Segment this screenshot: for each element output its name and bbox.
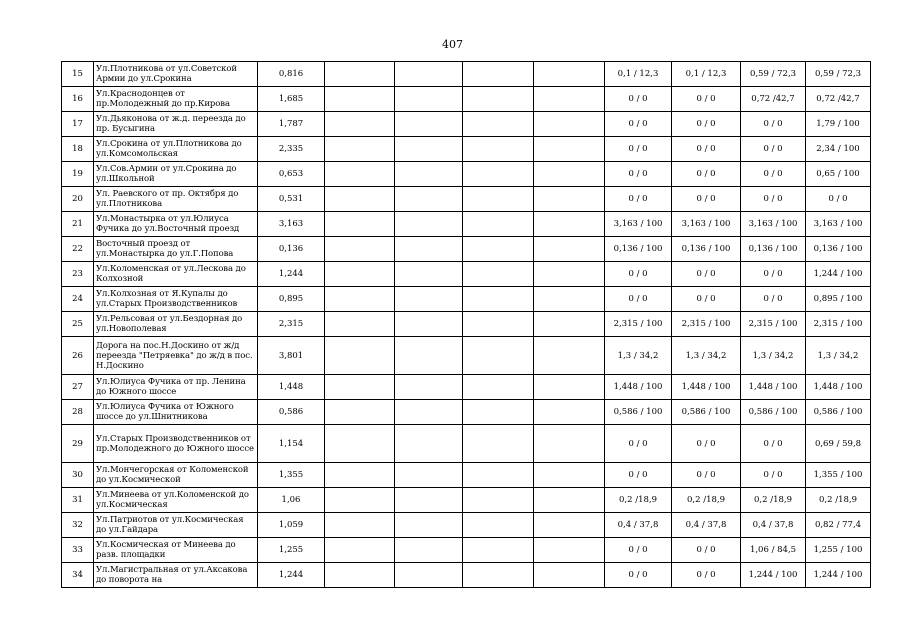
table-row bbox=[62, 463, 871, 488]
road-length-cell: 3,801 bbox=[258, 337, 325, 375]
table-row bbox=[62, 488, 871, 513]
value-cell-3: 0,2 /18,9 bbox=[741, 488, 806, 513]
empty-cell bbox=[395, 87, 463, 112]
row-number-cell: 17 bbox=[62, 112, 94, 137]
value-cell-3: 0 / 0 bbox=[741, 425, 806, 463]
value-cell-3: 0,59 / 72,3 bbox=[741, 62, 806, 87]
empty-cell bbox=[534, 112, 605, 137]
empty-cell bbox=[395, 237, 463, 262]
value-cell-1: 1,448 / 100 bbox=[605, 375, 672, 400]
empty-cell bbox=[463, 237, 534, 262]
road-length-cell: 1,787 bbox=[258, 112, 325, 137]
value-cell-1: 0,2 /18,9 bbox=[605, 488, 672, 513]
value-cell-2: 0,136 / 100 bbox=[672, 237, 741, 262]
empty-cell bbox=[463, 62, 534, 87]
empty-cell bbox=[325, 463, 395, 488]
road-name-cell: Ул.Юлиуса Фучика от пр. Ленина до Южного шоссе bbox=[94, 375, 258, 400]
empty-cell bbox=[534, 375, 605, 400]
road-name-cell: Ул.Сов.Армии от ул.Срокина до ул.Школьной bbox=[94, 162, 258, 187]
value-cell-2: 0 / 0 bbox=[672, 287, 741, 312]
value-cell-3: 1,3 / 34,2 bbox=[741, 337, 806, 375]
empty-cell bbox=[534, 425, 605, 463]
value-cell-3: 0 / 0 bbox=[741, 162, 806, 187]
value-cell-4: 1,448 / 100 bbox=[806, 375, 871, 400]
empty-cell bbox=[395, 513, 463, 538]
empty-cell bbox=[534, 62, 605, 87]
road-length-cell: 1,355 bbox=[258, 463, 325, 488]
empty-cell bbox=[325, 237, 395, 262]
table-row bbox=[62, 212, 871, 237]
value-cell-3: 0 / 0 bbox=[741, 112, 806, 137]
value-cell-3: 3,163 / 100 bbox=[741, 212, 806, 237]
value-cell-3: 1,448 / 100 bbox=[741, 375, 806, 400]
table-row bbox=[62, 513, 871, 538]
value-cell-1: 0 / 0 bbox=[605, 538, 672, 563]
row-number-cell: 25 bbox=[62, 312, 94, 337]
road-length-cell: 1,255 bbox=[258, 538, 325, 563]
empty-cell bbox=[325, 187, 395, 212]
table-row bbox=[62, 287, 871, 312]
empty-cell bbox=[463, 538, 534, 563]
road-name-cell: Ул.Дьяконова от ж.д. переезда до пр. Бусыгина bbox=[94, 112, 258, 137]
row-number-cell: 32 bbox=[62, 513, 94, 538]
empty-cell bbox=[463, 137, 534, 162]
empty-cell bbox=[325, 287, 395, 312]
value-cell-1: 2,315 / 100 bbox=[605, 312, 672, 337]
empty-cell bbox=[325, 488, 395, 513]
row-number-cell: 33 bbox=[62, 538, 94, 563]
value-cell-2: 0,1 / 12,3 bbox=[672, 62, 741, 87]
road-length-cell: 0,895 bbox=[258, 287, 325, 312]
empty-cell bbox=[325, 212, 395, 237]
empty-cell bbox=[325, 312, 395, 337]
row-number-cell: 27 bbox=[62, 375, 94, 400]
value-cell-2: 0 / 0 bbox=[672, 425, 741, 463]
value-cell-2: 0 / 0 bbox=[672, 262, 741, 287]
road-length-cell: 1,059 bbox=[258, 513, 325, 538]
value-cell-4: 2,315 / 100 bbox=[806, 312, 871, 337]
value-cell-4: 0,586 / 100 bbox=[806, 400, 871, 425]
value-cell-4: 0,82 / 77,4 bbox=[806, 513, 871, 538]
empty-cell bbox=[534, 137, 605, 162]
value-cell-1: 0 / 0 bbox=[605, 463, 672, 488]
empty-cell bbox=[534, 187, 605, 212]
value-cell-4: 3,163 / 100 bbox=[806, 212, 871, 237]
road-length-cell: 1,244 bbox=[258, 563, 325, 588]
empty-cell bbox=[463, 563, 534, 588]
empty-cell bbox=[325, 337, 395, 375]
empty-cell bbox=[395, 312, 463, 337]
value-cell-2: 0,586 / 100 bbox=[672, 400, 741, 425]
table-row bbox=[62, 312, 871, 337]
value-cell-3: 1,06 / 84,5 bbox=[741, 538, 806, 563]
empty-cell bbox=[463, 337, 534, 375]
road-length-cell: 1,06 bbox=[258, 488, 325, 513]
road-length-cell: 2,315 bbox=[258, 312, 325, 337]
value-cell-1: 0 / 0 bbox=[605, 262, 672, 287]
row-number-cell: 15 bbox=[62, 62, 94, 87]
row-number-cell: 26 bbox=[62, 337, 94, 375]
road-name-cell: Ул.Монастырка от ул.Юлиуса Фучика до ул.Восточный проезд bbox=[94, 212, 258, 237]
row-number-cell: 24 bbox=[62, 287, 94, 312]
empty-cell bbox=[325, 62, 395, 87]
empty-cell bbox=[534, 287, 605, 312]
empty-cell bbox=[325, 375, 395, 400]
row-number-cell: 16 bbox=[62, 87, 94, 112]
value-cell-1: 0 / 0 bbox=[605, 112, 672, 137]
empty-cell bbox=[534, 262, 605, 287]
empty-cell bbox=[395, 187, 463, 212]
empty-cell bbox=[463, 375, 534, 400]
empty-cell bbox=[534, 162, 605, 187]
empty-cell bbox=[325, 137, 395, 162]
roads-table bbox=[61, 61, 871, 588]
empty-cell bbox=[463, 400, 534, 425]
table-row bbox=[62, 425, 871, 463]
row-number-cell: 34 bbox=[62, 563, 94, 588]
value-cell-2: 0 / 0 bbox=[672, 112, 741, 137]
value-cell-1: 0 / 0 bbox=[605, 563, 672, 588]
road-name-cell: Ул.Старых Производственников от пр.Молодежного до Южного шоссе bbox=[94, 425, 258, 463]
empty-cell bbox=[463, 463, 534, 488]
road-length-cell: 2,335 bbox=[258, 137, 325, 162]
value-cell-1: 0,136 / 100 bbox=[605, 237, 672, 262]
empty-cell bbox=[395, 162, 463, 187]
empty-cell bbox=[534, 87, 605, 112]
empty-cell bbox=[395, 488, 463, 513]
road-name-cell: Ул.Колхозная от Я.Купалы до ул.Старых Производственников bbox=[94, 287, 258, 312]
value-cell-4: 1,79 / 100 bbox=[806, 112, 871, 137]
road-name-cell: Дорога на пос.Н.Доскино от ж/д переезда "Петряевка" до ж/д в пос. Н.Доскино bbox=[94, 337, 258, 375]
road-name-cell: Восточный проезд от ул.Монастырка до ул.Г.Попова bbox=[94, 237, 258, 262]
empty-cell bbox=[534, 463, 605, 488]
table-row bbox=[62, 137, 871, 162]
road-length-cell: 0,531 bbox=[258, 187, 325, 212]
road-length-cell: 0,653 bbox=[258, 162, 325, 187]
road-name-cell: Ул.Плотникова от ул.Советской Армии до ул.Срокина bbox=[94, 62, 258, 87]
road-length-cell: 0,816 bbox=[258, 62, 325, 87]
value-cell-4: 0,2 /18,9 bbox=[806, 488, 871, 513]
table-row bbox=[62, 112, 871, 137]
row-number-cell: 19 bbox=[62, 162, 94, 187]
value-cell-1: 0 / 0 bbox=[605, 137, 672, 162]
table-row bbox=[62, 87, 871, 112]
value-cell-4: 0,65 / 100 bbox=[806, 162, 871, 187]
empty-cell bbox=[534, 237, 605, 262]
empty-cell bbox=[325, 425, 395, 463]
road-length-cell: 1,448 bbox=[258, 375, 325, 400]
value-cell-3: 0 / 0 bbox=[741, 287, 806, 312]
empty-cell bbox=[463, 287, 534, 312]
value-cell-4: 1,3 / 34,2 bbox=[806, 337, 871, 375]
row-number-cell: 22 bbox=[62, 237, 94, 262]
value-cell-2: 1,3 / 34,2 bbox=[672, 337, 741, 375]
road-length-cell: 3,163 bbox=[258, 212, 325, 237]
empty-cell bbox=[463, 513, 534, 538]
value-cell-3: 0 / 0 bbox=[741, 187, 806, 212]
empty-cell bbox=[395, 112, 463, 137]
value-cell-2: 0 / 0 bbox=[672, 563, 741, 588]
value-cell-2: 0 / 0 bbox=[672, 137, 741, 162]
row-number-cell: 21 bbox=[62, 212, 94, 237]
table-row bbox=[62, 62, 871, 87]
empty-cell bbox=[395, 262, 463, 287]
empty-cell bbox=[395, 563, 463, 588]
value-cell-3: 0,72 /42,7 bbox=[741, 87, 806, 112]
road-name-cell: Ул.Космическая от Минеева до разв. площадки bbox=[94, 538, 258, 563]
value-cell-3: 0 / 0 bbox=[741, 463, 806, 488]
value-cell-1: 0 / 0 bbox=[605, 162, 672, 187]
empty-cell bbox=[534, 212, 605, 237]
road-name-cell: Ул.Магистральная от ул.Аксакова до поворота на bbox=[94, 563, 258, 588]
road-name-cell: Ул.Минеева от ул.Коломенской до ул.Космическая bbox=[94, 488, 258, 513]
road-name-cell: Ул. Раевского от пр. Октября до ул.Плотникова bbox=[94, 187, 258, 212]
row-number-cell: 18 bbox=[62, 137, 94, 162]
value-cell-2: 0,2 /18,9 bbox=[672, 488, 741, 513]
table-row bbox=[62, 237, 871, 262]
road-length-cell: 1,685 bbox=[258, 87, 325, 112]
empty-cell bbox=[325, 87, 395, 112]
value-cell-3: 2,315 / 100 bbox=[741, 312, 806, 337]
value-cell-1: 0,1 / 12,3 bbox=[605, 62, 672, 87]
value-cell-4: 0,136 / 100 bbox=[806, 237, 871, 262]
table-row bbox=[62, 337, 871, 375]
empty-cell bbox=[534, 538, 605, 563]
road-length-cell: 1,244 bbox=[258, 262, 325, 287]
empty-cell bbox=[463, 112, 534, 137]
value-cell-2: 0 / 0 bbox=[672, 187, 741, 212]
empty-cell bbox=[395, 212, 463, 237]
road-length-cell: 0,136 bbox=[258, 237, 325, 262]
road-length-cell: 0,586 bbox=[258, 400, 325, 425]
value-cell-2: 3,163 / 100 bbox=[672, 212, 741, 237]
value-cell-4: 2,34 / 100 bbox=[806, 137, 871, 162]
table-row bbox=[62, 538, 871, 563]
row-number-cell: 20 bbox=[62, 187, 94, 212]
empty-cell bbox=[463, 262, 534, 287]
value-cell-4: 0,59 / 72,3 bbox=[806, 62, 871, 87]
value-cell-1: 0 / 0 bbox=[605, 187, 672, 212]
empty-cell bbox=[463, 162, 534, 187]
road-name-cell: Ул.Рельсовая от ул.Бездорная до ул.Новополевая bbox=[94, 312, 258, 337]
table-row bbox=[62, 187, 871, 212]
value-cell-2: 0 / 0 bbox=[672, 538, 741, 563]
value-cell-4: 0,72 /42,7 bbox=[806, 87, 871, 112]
table-body bbox=[62, 62, 871, 588]
value-cell-4: 0 / 0 bbox=[806, 187, 871, 212]
empty-cell bbox=[395, 375, 463, 400]
empty-cell bbox=[463, 87, 534, 112]
empty-cell bbox=[534, 488, 605, 513]
empty-cell bbox=[463, 312, 534, 337]
road-name-cell: Ул.Юлиуса Фучика от Южного шоссе до ул.Шнитникова bbox=[94, 400, 258, 425]
road-name-cell: Ул.Мончегорская от Коломенской до ул.Космической bbox=[94, 463, 258, 488]
value-cell-4: 0,69 / 59,8 bbox=[806, 425, 871, 463]
value-cell-2: 2,315 / 100 bbox=[672, 312, 741, 337]
value-cell-1: 0 / 0 bbox=[605, 287, 672, 312]
empty-cell bbox=[463, 187, 534, 212]
table-row bbox=[62, 162, 871, 187]
empty-cell bbox=[534, 513, 605, 538]
empty-cell bbox=[395, 400, 463, 425]
value-cell-4: 1,244 / 100 bbox=[806, 262, 871, 287]
empty-cell bbox=[534, 563, 605, 588]
empty-cell bbox=[325, 513, 395, 538]
road-name-cell: Ул.Коломенская от ул.Лескова до Колхозной bbox=[94, 262, 258, 287]
empty-cell bbox=[395, 538, 463, 563]
empty-cell bbox=[395, 287, 463, 312]
row-number-cell: 28 bbox=[62, 400, 94, 425]
table-row bbox=[62, 375, 871, 400]
value-cell-2: 0,4 / 37,8 bbox=[672, 513, 741, 538]
value-cell-4: 0,895 / 100 bbox=[806, 287, 871, 312]
value-cell-3: 1,244 / 100 bbox=[741, 563, 806, 588]
value-cell-4: 1,255 / 100 bbox=[806, 538, 871, 563]
empty-cell bbox=[325, 162, 395, 187]
row-number-cell: 31 bbox=[62, 488, 94, 513]
road-length-cell: 1,154 bbox=[258, 425, 325, 463]
empty-cell bbox=[325, 538, 395, 563]
empty-cell bbox=[325, 112, 395, 137]
value-cell-3: 0,586 / 100 bbox=[741, 400, 806, 425]
empty-cell bbox=[325, 262, 395, 287]
road-name-cell: Ул.Краснодонцев от пр.Молодежный до пр.Кирова bbox=[94, 87, 258, 112]
row-number-cell: 29 bbox=[62, 425, 94, 463]
value-cell-3: 0,4 / 37,8 bbox=[741, 513, 806, 538]
value-cell-2: 0 / 0 bbox=[672, 87, 741, 112]
row-number-cell: 23 bbox=[62, 262, 94, 287]
empty-cell bbox=[395, 463, 463, 488]
value-cell-2: 1,448 / 100 bbox=[672, 375, 741, 400]
value-cell-3: 0 / 0 bbox=[741, 262, 806, 287]
empty-cell bbox=[325, 563, 395, 588]
value-cell-3: 0,136 / 100 bbox=[741, 237, 806, 262]
value-cell-2: 0 / 0 bbox=[672, 162, 741, 187]
value-cell-1: 0,4 / 37,8 bbox=[605, 513, 672, 538]
empty-cell bbox=[463, 212, 534, 237]
table-row bbox=[62, 400, 871, 425]
empty-cell bbox=[395, 337, 463, 375]
empty-cell bbox=[395, 137, 463, 162]
value-cell-1: 0 / 0 bbox=[605, 87, 672, 112]
empty-cell bbox=[463, 488, 534, 513]
row-number-cell: 30 bbox=[62, 463, 94, 488]
empty-cell bbox=[534, 312, 605, 337]
value-cell-1: 0 / 0 bbox=[605, 425, 672, 463]
page-number: 407 bbox=[442, 38, 463, 51]
empty-cell bbox=[534, 400, 605, 425]
value-cell-2: 0 / 0 bbox=[672, 463, 741, 488]
value-cell-1: 3,163 / 100 bbox=[605, 212, 672, 237]
empty-cell bbox=[463, 425, 534, 463]
empty-cell bbox=[395, 62, 463, 87]
value-cell-1: 1,3 / 34,2 bbox=[605, 337, 672, 375]
empty-cell bbox=[395, 425, 463, 463]
value-cell-4: 1,355 / 100 bbox=[806, 463, 871, 488]
empty-cell bbox=[534, 337, 605, 375]
empty-cell bbox=[325, 400, 395, 425]
road-name-cell: Ул.Патриотов от ул.Космическая до ул.Гайдара bbox=[94, 513, 258, 538]
road-name-cell: Ул.Срокина от ул.Плотникова до ул.Комсомольская bbox=[94, 137, 258, 162]
table-row bbox=[62, 262, 871, 287]
value-cell-3: 0 / 0 bbox=[741, 137, 806, 162]
table-row bbox=[62, 563, 871, 588]
value-cell-1: 0,586 / 100 bbox=[605, 400, 672, 425]
value-cell-4: 1,244 / 100 bbox=[806, 563, 871, 588]
